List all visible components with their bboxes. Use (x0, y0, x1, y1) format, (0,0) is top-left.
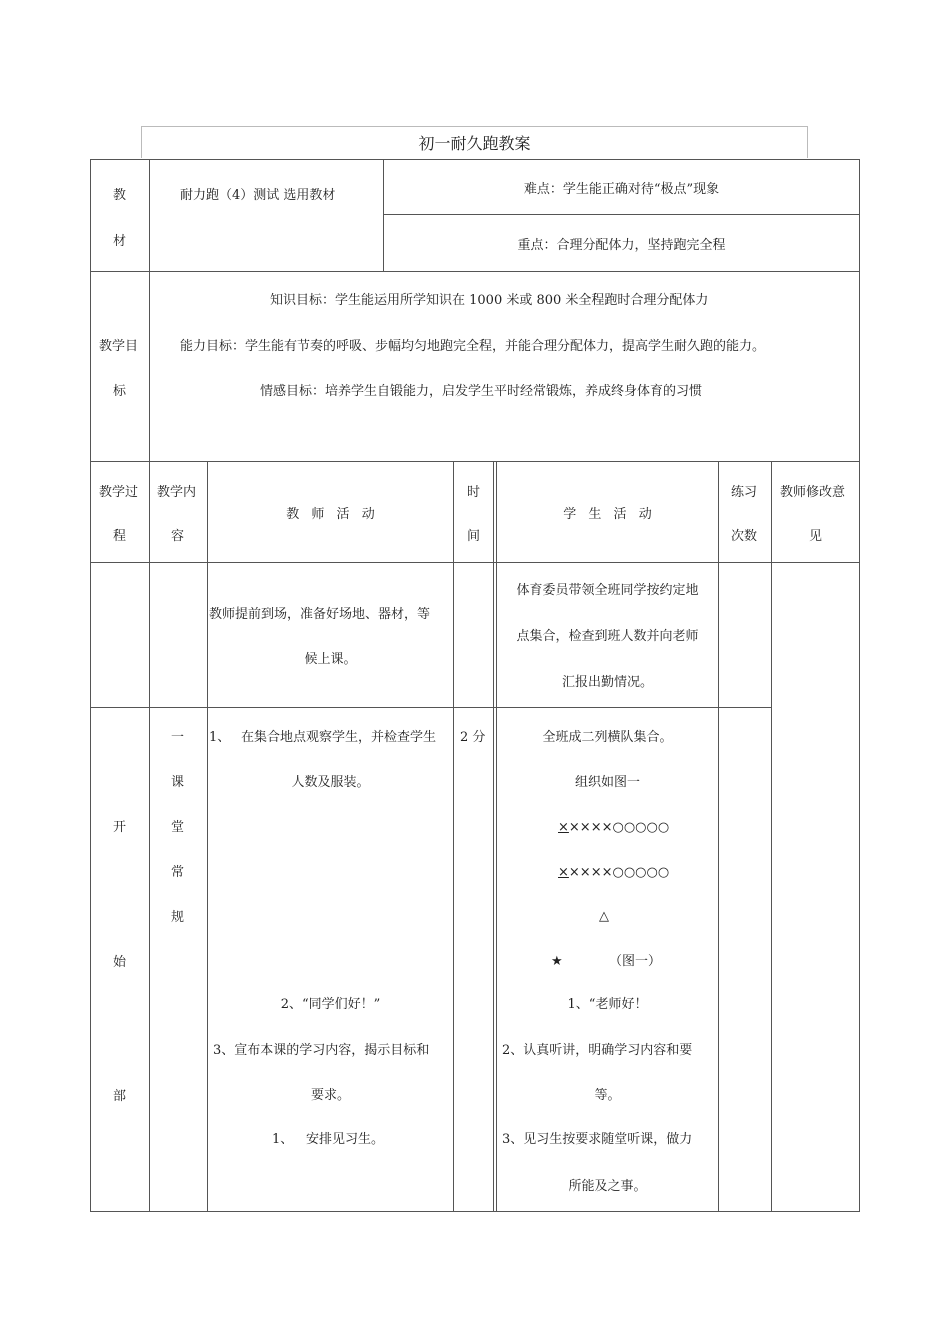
student-item-5b: 所能及之事。 (568, 1179, 647, 1194)
table-border-left (90, 159, 91, 1212)
student-item-3: 1、“老师好！ (567, 997, 648, 1012)
title-box (141, 126, 808, 158)
star-icon: ★ (551, 954, 563, 969)
col-teacher: 教 师 活 动 (286, 507, 375, 522)
divider-columns-rows (90, 562, 860, 563)
col-content-2: 容 (171, 529, 185, 544)
process-start-1: 开 (113, 820, 127, 835)
formation-row-1 (558, 820, 669, 836)
col-practice-2: 次数 (731, 529, 758, 544)
divider-objectives-columns (90, 461, 860, 462)
objectives-label-1: 教学目 (99, 339, 139, 354)
time-2-min: 2 分 (460, 730, 486, 745)
divider-header-label (149, 159, 150, 271)
divider-header-content (383, 159, 384, 271)
col-student: 学 生 活 动 (563, 507, 652, 522)
divider-col-process (149, 461, 150, 1212)
page-title: 初一耐久跑教案 (418, 134, 531, 153)
divider-col-student (718, 461, 719, 1212)
objective-emotion: 情感目标：培养学生自锻能力，启发学生平时经常锻炼，养成终身体育的习惯 (260, 384, 703, 399)
formation-row-2-first: × (558, 865, 569, 880)
prep-teacher-2: 候上课。 (304, 652, 357, 667)
table-border-top (90, 159, 860, 160)
teacher-item-1a: 在集合地点观察学生，并检查学生 (241, 730, 437, 745)
teacher-item-3a: 3、宣布本课的学习内容，揭示目标和 (213, 1043, 430, 1058)
col-comment-1: 教师修改意 (780, 485, 846, 500)
divider-difficulty-key (383, 214, 860, 215)
col-process-1: 教学过 (99, 485, 139, 500)
col-practice-1: 练习 (731, 485, 758, 500)
table-border-bottom (90, 1211, 860, 1212)
teacher-item-2: 2、“同学们好！” (280, 997, 381, 1012)
triangle-icon: △ (599, 909, 609, 924)
student-item-1: 全班成二列横队集合。 (542, 730, 673, 745)
col-process-2: 程 (113, 529, 127, 544)
content-char-2: 课 (171, 775, 185, 790)
content-char-4: 常 (171, 865, 185, 880)
formation-row-1-rest: ××××○○○○○ (568, 820, 670, 835)
figure-label: （图一） (609, 954, 662, 969)
prep-student-1: 体育委员带领全班同学按约定地 (516, 583, 699, 598)
student-item-2: 组织如图一 (574, 775, 640, 790)
divider-objectives-label (149, 271, 150, 461)
process-start-2: 始 (113, 955, 127, 970)
divider-col-time (493, 461, 494, 1212)
objective-knowledge: 知识目标：学生能运用所学知识在 1000 米或 800 米全程跑时合理分配体力 (270, 293, 709, 308)
jiaocai-label-1: 教 (113, 188, 127, 203)
key-point: 重点：合理分配体力，坚持跑完全程 (517, 238, 726, 253)
difficulty-point: 难点：学生能正确对待“极点”现象 (523, 182, 720, 197)
teacher-item-1b: 人数及服装。 (291, 775, 370, 790)
jiaocai-label-2: 材 (113, 234, 127, 249)
prep-teacher-1: 教师提前到场，准备好场地、器材，等 (209, 607, 431, 622)
formation-row-2-rest: ××××○○○○○ (568, 865, 670, 880)
divider-prep-start (90, 707, 771, 708)
content-char-3: 堂 (171, 820, 185, 835)
student-item-4a: 2、认真听讲，明确学习内容和要 (502, 1043, 693, 1058)
col-comment-2: 见 (809, 529, 823, 544)
content-char-1: 一 (171, 730, 185, 745)
col-content-1: 教学内 (157, 485, 197, 500)
process-start-3: 部 (113, 1089, 127, 1104)
objectives-label-2: 标 (113, 384, 127, 399)
student-item-4b: 等。 (594, 1088, 621, 1103)
formation-row-2 (558, 865, 669, 881)
student-item-5a: 3、见习生按要求随堂听课，做力 (502, 1132, 693, 1147)
prep-student-2: 点集合，检查到班人数并向老师 (516, 629, 699, 644)
table-border-right (859, 159, 860, 1212)
teacher-item-4: 安排见习生。 (306, 1132, 385, 1147)
teacher-item-4-num: 1、 (272, 1132, 294, 1147)
divider-col-teacher (453, 461, 454, 1212)
teacher-item-1-num: 1、 (209, 730, 231, 745)
prep-student-3: 汇报出勤情况。 (561, 675, 653, 690)
teacher-item-3b: 要求。 (310, 1088, 350, 1103)
col-time-1: 时 (467, 485, 481, 500)
formation-row-1-first: × (558, 820, 569, 835)
col-time-2: 间 (467, 529, 481, 544)
teaching-material: 耐力跑（4）测试 选用教材 (180, 188, 336, 203)
divider-header-objectives (90, 271, 860, 272)
content-char-5: 规 (171, 910, 185, 925)
divider-col-practice (771, 461, 772, 1212)
objective-ability: 能力目标：学生能有节奏的呼吸、步幅均匀地跑完全程，并能合理分配体力，提高学生耐久跑的能力。 (180, 339, 766, 354)
